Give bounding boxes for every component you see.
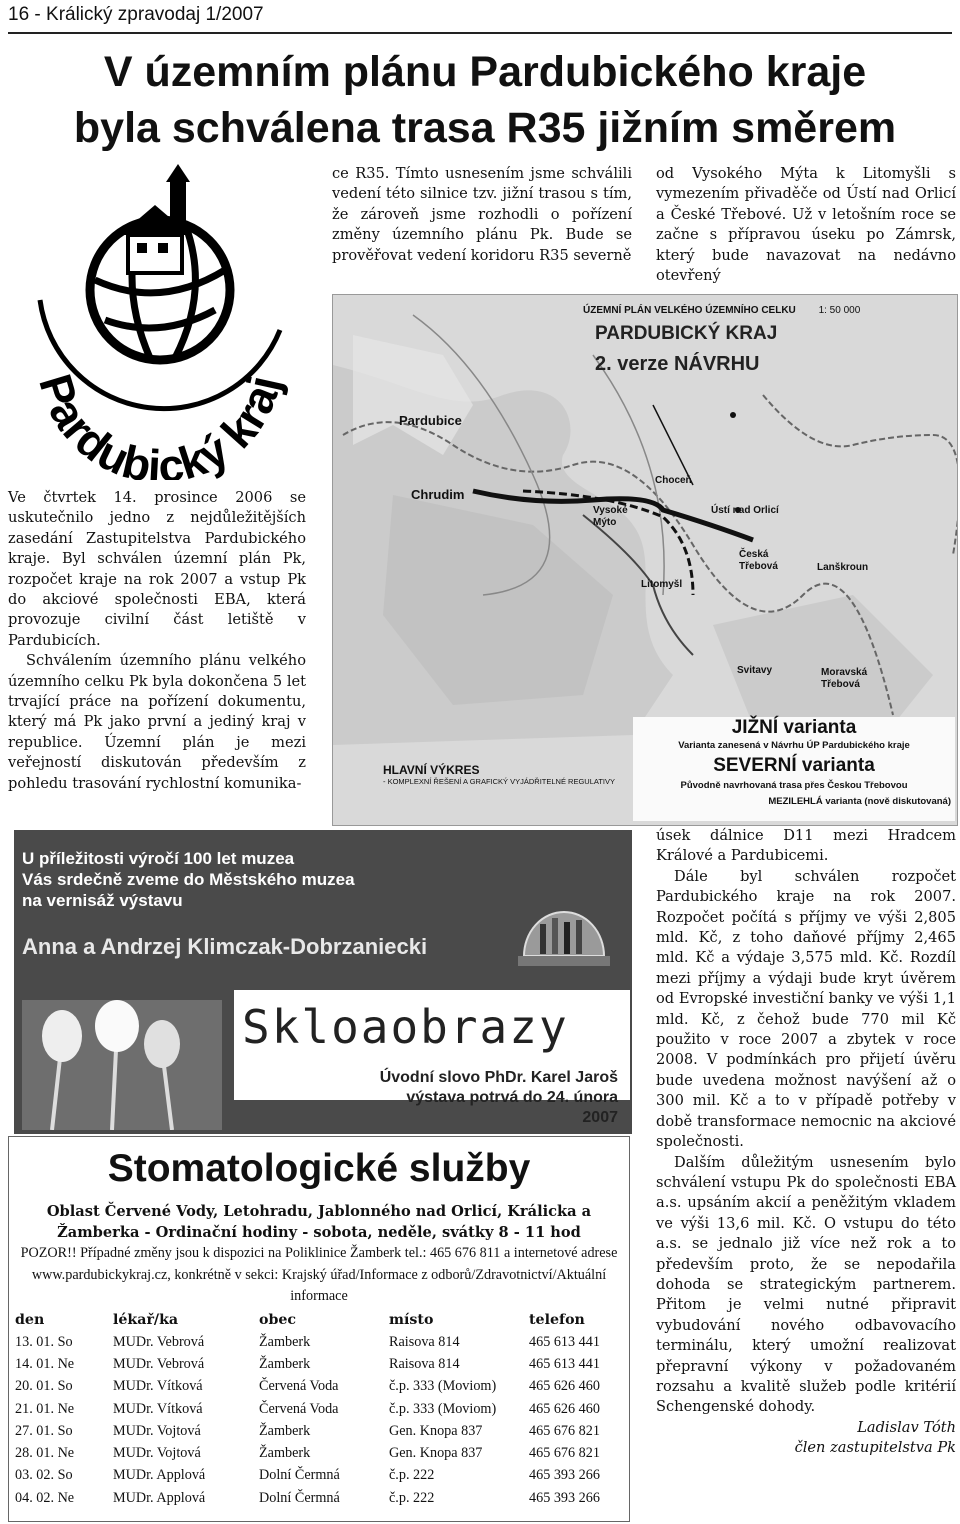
right-paragraph-3: Dalším důležitým usnesením bylo schválení vstupu Pk do společnosti EBA a.s. upsáním akcií a peněžitým vkladem ve výši 13,6 mil. Kč. O vstupu do této a.s. se jednalo již více než rok a to především proto, že se nepodařila dohoda se strategickým partnerem. Přitom je velmi nutné připravit vybudování nového odbavovacího terminálu, který umožní realizovat přepravní výkony v požadovaném rozsahu a kvalitě služeb podle kritérií Schengenské dohody.	[656, 1153, 956, 1416]
town-chocen: Choceň	[655, 475, 692, 486]
map-header-small	[583, 305, 860, 316]
page-header: 16 - Králický zpravodaj 1/2007	[8, 4, 264, 25]
cell-obec: Žamberk	[259, 1422, 311, 1439]
map-header-label: ÚZEMNÍ PLÁN VELKÉHO ÚZEMNÍHO CELKU	[583, 305, 796, 316]
map-title: PARDUBICKÝ KRAJ	[595, 323, 778, 344]
cell-misto: č.p. 222	[389, 1489, 435, 1506]
stoma-region: Oblast Červené Vody, Letohradu, Jablonného nad Orlicí, Králicka a Žamberka - Ordinační hodiny - sobota, neděle, svátky 8 - 11 hod	[46, 1203, 592, 1241]
ad-invitation	[22, 848, 355, 911]
cell-lekar: MUDr. Vítková	[113, 1400, 203, 1417]
col-telefon: telefon	[529, 1312, 585, 1328]
cell-den: 28. 01. Ne	[15, 1445, 75, 1462]
cell-telefon: 465 613 441	[529, 1355, 600, 1372]
map-legend	[633, 717, 955, 821]
cell-telefon: 465 676 821	[529, 1445, 600, 1462]
legend-jizni-note: Varianta zanesená v Návrhu ÚP Pardubického kraje	[678, 740, 910, 751]
right-paragraph-2: Dále byl schválen rozpočet Pardubického kraje na rok 2007. Rozpočet počítá s příjmy ve výši 2,805 mld. Kč, z toho daňové příjmy 2,465 mld. Kč a výdaje 3,575 mld. Kč. Rozdíl mezi příjmy a výdaji bude kryt úvěrem od Evropské investiční banky ve výši 1,1 mld. Kč, z čehož bude 770 mil Kč použito v roce 2007 a zbytek v roce 2008. V podmínkách pro přijetí úvěru bude uvedena možnost navýšení až o 300 mil. Kč a to v případě potřeby v době transformace nemocnic na akciové společnosti.	[656, 867, 956, 1151]
cell-misto: č.p. 333 (Moviom)	[389, 1400, 497, 1417]
logo-text: Pardubický kraj	[29, 368, 291, 480]
ad-intro: Úvodní slovo PhDr. Karel Jaroš	[379, 1069, 618, 1086]
exhibition-ad	[14, 830, 632, 1134]
right-column-top	[656, 164, 956, 286]
ad-line-3: na vernisáž výstavu	[22, 891, 183, 910]
cell-misto: č.p. 333 (Moviom)	[389, 1378, 497, 1395]
cell-obec: Dolní Čermná	[259, 1489, 340, 1506]
flower-artwork	[22, 1000, 222, 1130]
headline-line-2: byla schválena trasa R35 jižním směrem	[73, 104, 897, 152]
right-column-bottom	[656, 826, 956, 1459]
cell-den: 04. 02. Ne	[15, 1489, 75, 1506]
col-obec: obec	[259, 1312, 297, 1328]
cell-telefon: 465 613 441	[529, 1333, 600, 1350]
cell-lekar: MUDr. Applová	[113, 1489, 206, 1506]
map-footer	[383, 763, 633, 786]
cell-obec: Červená Voda	[259, 1378, 339, 1395]
cell-telefon: 465 676 821	[529, 1422, 600, 1439]
town-chrudim: Chrudim	[411, 487, 465, 502]
ad-line-2: Vás srdečně zveme do Městského muzea	[22, 870, 355, 889]
author-role: člen zastupitelstva Pk	[794, 1439, 956, 1457]
glass-dome-image	[504, 866, 624, 986]
cell-den: 21. 01. Ne	[15, 1400, 75, 1417]
cell-telefon: 465 626 460	[529, 1378, 600, 1395]
route-map	[332, 294, 958, 826]
cell-obec: Dolní Čermná	[259, 1467, 340, 1484]
legend-severni: SEVERNÍ varianta	[713, 755, 875, 776]
cell-den: 27. 01. So	[15, 1422, 73, 1439]
town-moravska-trebova: Moravská Třebová	[821, 667, 868, 690]
article-headline	[20, 44, 950, 156]
cell-lekar: MUDr. Vítková	[113, 1378, 203, 1395]
hlavni-vykres-note: - KOMPLEXNÍ ŘEŠENÍ A GRAFICKÝ VYJÁDŘITELNÉ REGULATIVY	[383, 777, 616, 786]
cell-telefon: 465 393 266	[529, 1467, 600, 1484]
ad-line-1: U příležitosti výročí 100 let muzea	[22, 849, 295, 868]
duty-table-header	[15, 1309, 625, 1331]
middle-column	[332, 164, 632, 266]
table-row	[15, 1420, 625, 1442]
cell-obec: Žamberk	[259, 1445, 311, 1462]
left-column	[8, 488, 306, 794]
cell-den: 13. 01. So	[15, 1333, 73, 1350]
ad-duration: výstava potrvá do 24. února 2007	[406, 1089, 618, 1126]
town-pardubice: Pardubice	[399, 413, 462, 428]
cell-lekar: MUDr. Vebrová	[113, 1333, 205, 1350]
ad-details	[374, 1068, 618, 1128]
ad-exhibition-title: Skloaobrazy	[242, 1000, 569, 1054]
headline-line-1: V územním plánu Pardubického kraje	[103, 48, 867, 96]
hlavni-vykres-label: HLAVNÍ VÝKRES	[383, 763, 480, 777]
cell-misto: č.p. 222	[389, 1467, 435, 1484]
duty-table	[15, 1309, 625, 1509]
col-den: den	[15, 1312, 45, 1328]
town-vysoke-myto: Vysoké Mýto	[593, 505, 628, 528]
col-misto: místo	[389, 1312, 434, 1328]
table-row	[15, 1353, 625, 1375]
left-paragraph-2: Schválením územního plánu velkého územního celku Pk byla dokončena 5 let trvající práce na pořízení dokumentu, který má Pk jako první a jediný kraj v republice. Územní plán je mezi veřejností diskutován především z pohledu trasování rychlostní komunika-	[8, 652, 306, 792]
dome-graphic	[504, 866, 624, 986]
middle-paragraph: ce R35. Tímto usnesením jsme schválili vedení této silnice tzv. jižní trasou s tím, že zároveň jsme rozhodli o pořízení změny územního plánu Pk. Bude se prověřovat vedení koridoru R35 severně	[332, 165, 632, 264]
cell-misto: Gen. Knopa 837	[389, 1445, 483, 1462]
map-subtitle: 2. verze NÁVRHU	[595, 353, 760, 375]
cell-telefon: 465 393 266	[529, 1489, 600, 1506]
table-row	[15, 1465, 625, 1487]
town-svitavy: Svitavy	[737, 665, 773, 676]
table-row	[15, 1487, 625, 1509]
cell-lekar: MUDr. Vebrová	[113, 1355, 205, 1372]
cell-misto: Raisova 814	[389, 1333, 460, 1350]
cell-obec: Červená Voda	[259, 1400, 339, 1417]
cell-misto: Gen. Knopa 837	[389, 1422, 483, 1439]
svg-text:Pardubický kraj	[29, 368, 290, 480]
town-litomysl: Litomyšl	[641, 579, 683, 590]
table-row	[15, 1331, 625, 1353]
town-ceska-trebova: Česká Třebová	[739, 549, 778, 572]
legend-severni-note: Původně navrhovaná trasa přes Českou Třebovou	[680, 780, 908, 791]
stoma-notice: POZOR!! Případné změny jsou k dispozici na Poliklinice Žamberk tel.: 465 676 811 a internetové adrese www.pardubickykraj.cz, konkrétně v sekci: Krajský úřad/Informace z odborů/Zdravotnictví/Aktuální informace	[20, 1245, 618, 1304]
cell-obec: Žamberk	[259, 1355, 311, 1372]
legend-mezilehla: MEZILEHLÁ varianta (nově diskutovaná)	[768, 796, 951, 807]
header-divider	[8, 32, 952, 34]
left-paragraph-1: Ve čtvrtek 14. prosince 2006 se uskutečnilo jedno z nejdůležitějších zasedání Zastupitelstva Pardubického kraje. Byl schválen územní plán Pk, rozpočet kraje na rok 2007 a vstup Pk do akciové společnosti EBA, která provozuje civilní část letiště v Pardubicích.	[8, 489, 306, 649]
right-top-paragraph: od Vysokého Mýta k Litomyšli s vymezením přivaděče od Ústí nad Orlicí a České Třebové. Už v letošním roce se začne s přípravou úseku po Zámrsk, který bude navazovat na nedávno otevřený	[656, 165, 956, 285]
cell-telefon: 465 626 460	[529, 1400, 600, 1417]
col-lekar: lékař/ka	[113, 1312, 179, 1328]
table-row	[15, 1442, 625, 1464]
cell-obec: Žamberk	[259, 1333, 311, 1350]
map-scale: 1: 50 000	[818, 305, 861, 316]
pardubicky-kraj-logo	[10, 160, 310, 480]
stoma-title: Stomatologické služby	[107, 1147, 531, 1190]
ad-artists: Anna a Andrzej Klimczak-Dobrzaniecki	[22, 934, 428, 959]
right-paragraph-1: úsek dálnice D11 mezi Hradcem Králové a Pardubicemi.	[656, 827, 956, 865]
table-row	[15, 1398, 625, 1420]
author-name: Ladislav Tóth	[857, 1418, 956, 1436]
cell-lekar: MUDr. Vojtová	[113, 1445, 201, 1462]
cell-den: 14. 01. Ne	[15, 1355, 75, 1372]
cell-den: 03. 02. So	[15, 1467, 73, 1484]
table-row	[15, 1376, 625, 1398]
logo-graphic	[10, 160, 310, 480]
town-lanskroun: Lanškroun	[817, 562, 869, 573]
flower-graphic	[22, 1000, 222, 1130]
cell-misto: Raisova 814	[389, 1355, 460, 1372]
cell-lekar: MUDr. Applová	[113, 1467, 206, 1484]
legend-jizni: JIŽNÍ varianta	[731, 717, 857, 738]
town-usti: Ústí nad Orlicí	[711, 505, 779, 516]
cell-lekar: MUDr. Vojtová	[113, 1422, 201, 1439]
cell-den: 20. 01. So	[15, 1378, 73, 1395]
stomatology-box	[8, 1136, 630, 1522]
